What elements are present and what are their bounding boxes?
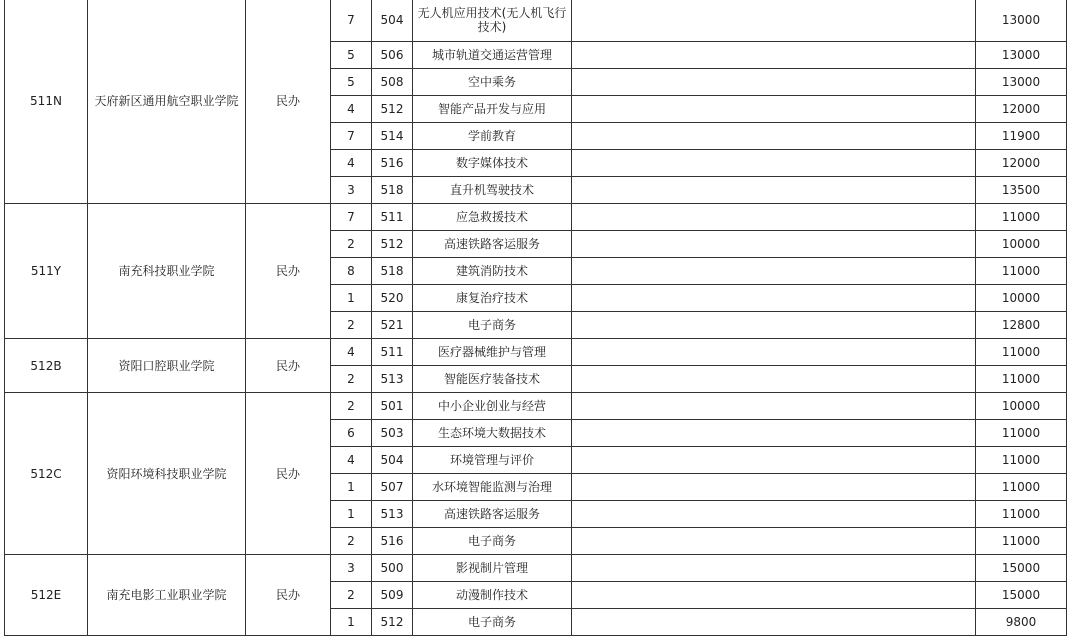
- tuition-cell: 11000: [976, 204, 1067, 231]
- tuition-cell: 11000: [976, 501, 1067, 528]
- school-name-cell: 南充科技职业学院: [88, 204, 246, 339]
- major-code-cell: 509: [372, 582, 413, 609]
- table-row: [5, 393, 1067, 420]
- remarks-cell: [572, 258, 976, 285]
- major-name-cell: 高速铁路客运服务: [413, 501, 572, 528]
- major-name-cell: 康复治疗技术: [413, 285, 572, 312]
- major-name-cell: 环境管理与评价: [413, 447, 572, 474]
- major-name-cell: 电子商务: [413, 528, 572, 555]
- tuition-cell: 11000: [976, 420, 1067, 447]
- major-name-cell: 智能产品开发与应用: [413, 96, 572, 123]
- remarks-cell: [572, 0, 976, 42]
- major-code-cell: 521: [372, 312, 413, 339]
- major-name-cell: 电子商务: [413, 609, 572, 636]
- school-type-cell: 民办: [246, 339, 331, 393]
- school-type-cell: 民办: [246, 555, 331, 636]
- major-code-cell: 508: [372, 69, 413, 96]
- major-name-cell: 学前教育: [413, 123, 572, 150]
- school-type-cell: 民办: [246, 393, 331, 555]
- school-name-cell: 资阳环境科技职业学院: [88, 393, 246, 555]
- tuition-cell: 11900: [976, 123, 1067, 150]
- remarks-cell: [572, 447, 976, 474]
- tuition-cell: 11000: [976, 366, 1067, 393]
- remarks-cell: [572, 555, 976, 582]
- plan-count-cell: 4: [331, 447, 372, 474]
- remarks-cell: [572, 96, 976, 123]
- major-code-cell: 504: [372, 0, 413, 42]
- remarks-cell: [572, 42, 976, 69]
- remarks-cell: [572, 393, 976, 420]
- major-code-cell: 504: [372, 447, 413, 474]
- major-name-cell: 空中乘务: [413, 69, 572, 96]
- tuition-cell: 12800: [976, 312, 1067, 339]
- admission-plan-table: [4, 0, 1067, 636]
- plan-count-cell: 8: [331, 258, 372, 285]
- plan-count-cell: 3: [331, 555, 372, 582]
- plan-count-cell: 3: [331, 177, 372, 204]
- major-name-cell: 电子商务: [413, 312, 572, 339]
- plan-count-cell: 1: [331, 609, 372, 636]
- plan-count-cell: 5: [331, 69, 372, 96]
- remarks-cell: [572, 474, 976, 501]
- school-name-cell: 南充电影工业职业学院: [88, 555, 246, 636]
- major-name-cell: 水环境智能监测与治理: [413, 474, 572, 501]
- tuition-cell: 11000: [976, 339, 1067, 366]
- tuition-cell: 10000: [976, 393, 1067, 420]
- plan-count-cell: 2: [331, 528, 372, 555]
- remarks-cell: [572, 312, 976, 339]
- plan-count-cell: 2: [331, 231, 372, 258]
- remarks-cell: [572, 177, 976, 204]
- tuition-cell: 15000: [976, 555, 1067, 582]
- plan-count-cell: 6: [331, 420, 372, 447]
- major-code-cell: 516: [372, 528, 413, 555]
- plan-count-cell: 4: [331, 96, 372, 123]
- tuition-cell: 10000: [976, 285, 1067, 312]
- major-name-cell: 无人机应用技术(无人机飞行技术): [413, 0, 572, 42]
- remarks-cell: [572, 69, 976, 96]
- major-code-cell: 512: [372, 96, 413, 123]
- tuition-cell: 10000: [976, 231, 1067, 258]
- remarks-cell: [572, 150, 976, 177]
- tuition-cell: 15000: [976, 582, 1067, 609]
- remarks-cell: [572, 420, 976, 447]
- remarks-cell: [572, 204, 976, 231]
- major-name-cell: 医疗器械维护与管理: [413, 339, 572, 366]
- tuition-cell: 12000: [976, 96, 1067, 123]
- major-name-cell: 智能医疗装备技术: [413, 366, 572, 393]
- major-name-cell: 高速铁路客运服务: [413, 231, 572, 258]
- table-row: [5, 555, 1067, 582]
- major-code-cell: 507: [372, 474, 413, 501]
- remarks-cell: [572, 528, 976, 555]
- major-code-cell: 513: [372, 366, 413, 393]
- major-code-cell: 506: [372, 42, 413, 69]
- tuition-cell: 11000: [976, 258, 1067, 285]
- major-code-cell: 500: [372, 555, 413, 582]
- major-name-cell: 动漫制作技术: [413, 582, 572, 609]
- remarks-cell: [572, 609, 976, 636]
- major-code-cell: 503: [372, 420, 413, 447]
- remarks-cell: [572, 582, 976, 609]
- major-name-cell: 直升机驾驶技术: [413, 177, 572, 204]
- plan-count-cell: 4: [331, 150, 372, 177]
- plan-count-cell: 2: [331, 582, 372, 609]
- major-code-cell: 518: [372, 258, 413, 285]
- school-code-cell: 512E: [5, 555, 88, 636]
- plan-count-cell: 1: [331, 474, 372, 501]
- school-type-cell: 民办: [246, 204, 331, 339]
- remarks-cell: [572, 285, 976, 312]
- table-row: [5, 204, 1067, 231]
- major-name-cell: 数字媒体技术: [413, 150, 572, 177]
- tuition-cell: 9800: [976, 609, 1067, 636]
- school-code-cell: 511N: [5, 0, 88, 204]
- plan-count-cell: 4: [331, 339, 372, 366]
- tuition-cell: 13000: [976, 42, 1067, 69]
- plan-count-cell: 2: [331, 393, 372, 420]
- school-code-cell: 512C: [5, 393, 88, 555]
- plan-count-cell: 5: [331, 42, 372, 69]
- plan-count-cell: 2: [331, 366, 372, 393]
- tuition-cell: 13000: [976, 69, 1067, 96]
- tuition-cell: 11000: [976, 474, 1067, 501]
- remarks-cell: [572, 366, 976, 393]
- major-name-cell: 影视制片管理: [413, 555, 572, 582]
- plan-count-cell: 7: [331, 204, 372, 231]
- school-type-cell: 民办: [246, 0, 331, 204]
- major-code-cell: 513: [372, 501, 413, 528]
- remarks-cell: [572, 501, 976, 528]
- tuition-cell: 11000: [976, 528, 1067, 555]
- remarks-cell: [572, 231, 976, 258]
- tuition-cell: 13500: [976, 177, 1067, 204]
- major-code-cell: 512: [372, 231, 413, 258]
- major-name-cell: 生态环境大数据技术: [413, 420, 572, 447]
- major-code-cell: 520: [372, 285, 413, 312]
- major-code-cell: 512: [372, 609, 413, 636]
- tuition-cell: 11000: [976, 447, 1067, 474]
- major-name-cell: 中小企业创业与经营: [413, 393, 572, 420]
- major-code-cell: 501: [372, 393, 413, 420]
- school-name-cell: 资阳口腔职业学院: [88, 339, 246, 393]
- plan-count-cell: 7: [331, 0, 372, 42]
- school-name-cell: 天府新区通用航空职业学院: [88, 0, 246, 204]
- table-body: [5, 0, 1067, 636]
- plan-count-cell: 2: [331, 312, 372, 339]
- major-code-cell: 518: [372, 177, 413, 204]
- major-name-cell: 建筑消防技术: [413, 258, 572, 285]
- major-code-cell: 511: [372, 204, 413, 231]
- plan-count-cell: 7: [331, 123, 372, 150]
- school-code-cell: 511Y: [5, 204, 88, 339]
- tuition-cell: 13000: [976, 0, 1067, 42]
- table-row: [5, 339, 1067, 366]
- school-code-cell: 512B: [5, 339, 88, 393]
- remarks-cell: [572, 339, 976, 366]
- major-code-cell: 516: [372, 150, 413, 177]
- major-code-cell: 511: [372, 339, 413, 366]
- table-row: [5, 0, 1067, 42]
- major-name-cell: 应急救援技术: [413, 204, 572, 231]
- tuition-cell: 12000: [976, 150, 1067, 177]
- remarks-cell: [572, 123, 976, 150]
- major-name-cell: 城市轨道交通运营管理: [413, 42, 572, 69]
- plan-count-cell: 1: [331, 285, 372, 312]
- plan-count-cell: 1: [331, 501, 372, 528]
- major-code-cell: 514: [372, 123, 413, 150]
